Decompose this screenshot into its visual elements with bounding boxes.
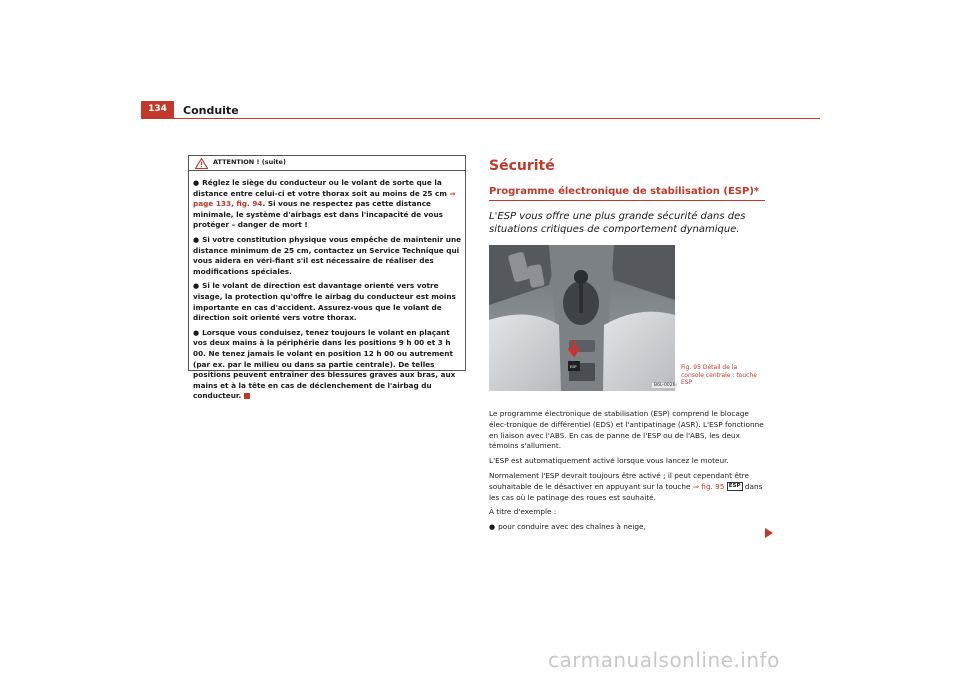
figure-link[interactable]: ⇒ fig. 95 <box>692 481 725 491</box>
paragraph: L'ESP est automatiquement activé lorsque vous lancez le moteur. <box>489 456 729 466</box>
warning-header <box>189 156 465 171</box>
bullet-icon: ● <box>193 179 200 187</box>
paragraph: Normalement l'ESP devrait toujours être activé ; il peut cependant être souhaitable de le désactiver en appuyant sur la touche ⇒ fig. 95 ESP dans les cas où le patinage des roues est souhaité. <box>489 470 763 502</box>
bullet-icon: ● <box>193 328 200 337</box>
section-title: Sécurité <box>489 158 555 174</box>
figure-caption: Fig. 95 Détail de la console centrale : touche ESP <box>681 364 757 386</box>
subsection-rule <box>489 200 765 201</box>
chapter-title: Conduite <box>183 104 239 117</box>
warning-item: ● Lorsque vous conduisez, tenez toujours le volant en plaçant vos deux mains à la périphérie dans les positions 9 h 00 et 3 h 00. Ne tenez jamais le volant en position 12 h 00 ou autrement (par ex. par le milieu ou dans sa partie centrale). De telles positions peuvent entraîner des blessures graves aux bras, aux mains et à la tête en cas de déclenchement de l'airbag du conducteur. <box>193 327 456 401</box>
header-rule <box>141 118 820 119</box>
console-photo <box>489 245 675 391</box>
warning-item: ● Si votre constitution physique vous empêche de maintenir une distance minimum de 25 cm, contactez un Service Technique qui vous aidera en véri-fiant s'il est nécessaire de réaliser des modifications spéciales. <box>193 234 462 276</box>
warning-item: ● Si le volant de direction est davantage orienté vers votre visage, la protection qu'offre le airbag du conducteur est moins importante en cas d'accident. Assurez-vous que le volant de direction soit orienté vers votre thorax. <box>193 281 456 323</box>
esp-button-label: ESP <box>570 365 577 369</box>
end-square-icon <box>244 393 250 399</box>
paragraph: Le programme électronique de stabilisation (ESP) comprend le blocage élec-tronique de différentiel (EDS) et l'antipatinage (ASR). L'ESP fonctionne en liaison avec l'ABS. En cas de panne de l'ESP ou de l'ABS, les deux témoins s'allument. <box>489 409 764 451</box>
figure-code: B6L-0026 <box>654 383 676 388</box>
warning-body <box>193 178 463 406</box>
warning-title: ATTENTION ! (suite) <box>213 158 286 166</box>
body-text <box>489 409 767 537</box>
page-number: 134 <box>141 101 174 118</box>
subsection-title: Programme électronique de stabilisation (ESP)* <box>489 186 760 197</box>
paragraph: À titre d'exemple : <box>489 507 557 517</box>
bullet-item: ● pour conduire avec des chaînes à neige, <box>489 522 646 532</box>
continue-arrow-icon <box>765 528 773 538</box>
watermark: carmanualsonline.info <box>548 648 780 672</box>
warning-box <box>188 155 466 401</box>
esp-key-icon: ESP <box>728 483 741 490</box>
page-link[interactable]: ⇒ page 133, fig. 94 <box>193 188 456 209</box>
warning-item: ● Réglez le siège du conducteur ou le volant de sorte que la distance entre celui-ci et votre thorax soit au moins de 25 cm ⇒ page 133, fig. 94. Si vous ne respectez pas cette distance minimale, le système d'airbags est dans l'incapacité de vous protéger – danger de mort ! <box>193 178 456 230</box>
warning-triangle-icon <box>195 158 208 169</box>
bullet-icon: ● <box>193 235 200 244</box>
lead-text: L'ESP vous offre une plus grande sécurité dans des situations critiques de comportement dynamique. <box>489 211 746 235</box>
bullet-icon: ● <box>193 282 200 291</box>
console-illustration <box>489 245 675 391</box>
bullet-icon: ● <box>489 523 496 532</box>
